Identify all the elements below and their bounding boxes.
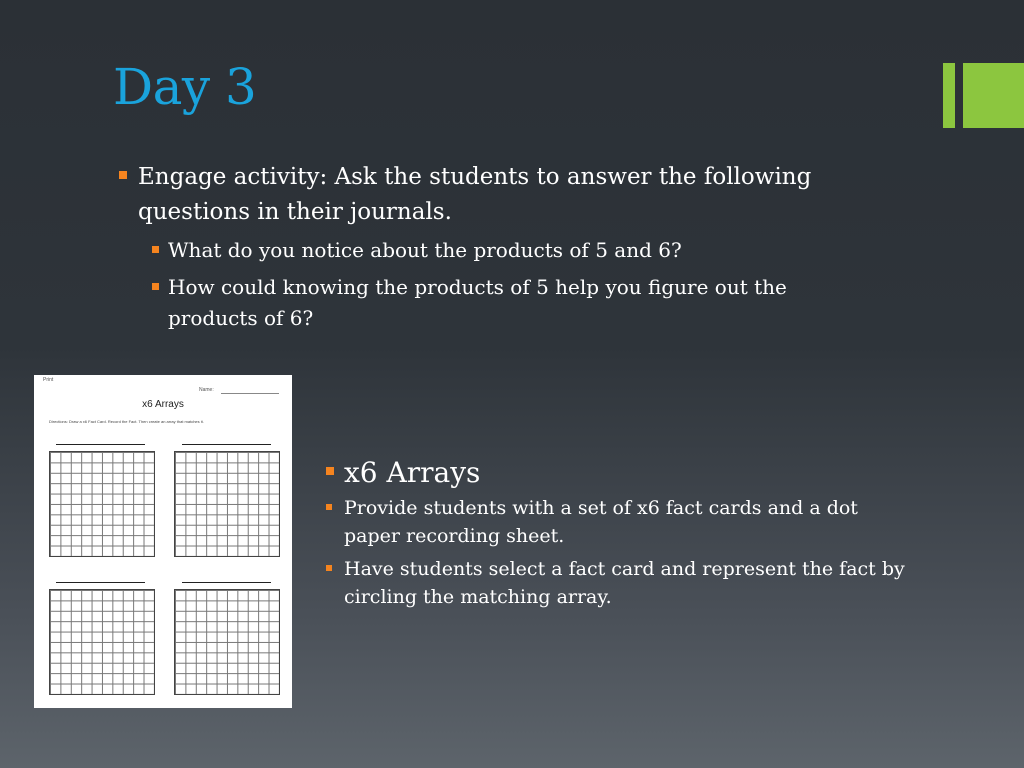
array-grid-1 [49, 451, 155, 557]
worksheet-title: x6 Arrays [142, 399, 184, 410]
array-grid-3 [49, 589, 155, 695]
sub-bullet-container [118, 235, 858, 334]
slide-title: Day 3 [113, 58, 257, 116]
worksheet-name-line [221, 393, 279, 394]
bullet-engage-activity: Engage activity: Ask the students to answer the following questions in their journals. [118, 160, 858, 230]
fact-line-3 [56, 582, 145, 583]
worksheet-directions: Directions: Draw a x6 Fact Card. Record the Fact. Then create an array that matches it. [49, 419, 204, 424]
bullet-x6-arrays: x6 Arrays [325, 455, 905, 491]
bullet-provide-students: Provide students with a set of x6 fact cards and a dot paper recording sheet. [325, 494, 905, 550]
decor-bar-wide [963, 63, 1024, 128]
sub-bullet-knowing: How could knowing the products of 5 help you figure out the products of 6? [118, 272, 858, 334]
array-grid-4 [174, 589, 280, 695]
right-bullet-list [325, 455, 905, 616]
decor-bar-thin [943, 63, 955, 128]
worksheet-name-label: Name: [199, 387, 214, 393]
fact-line-4 [182, 582, 271, 583]
top-bullet-list [118, 160, 858, 340]
worksheet-print-label: Print [43, 377, 54, 383]
worksheet-image [34, 375, 292, 708]
sub-bullet-notice: What do you notice about the products of 5 and 6? [118, 235, 858, 266]
fact-line-1 [56, 444, 145, 445]
bullet-select-fact-card: Have students select a fact card and represent the fact by circling the matching array. [325, 555, 905, 611]
sub-bullet-list [118, 235, 858, 334]
array-grid-2 [174, 451, 280, 557]
fact-line-2 [182, 444, 271, 445]
